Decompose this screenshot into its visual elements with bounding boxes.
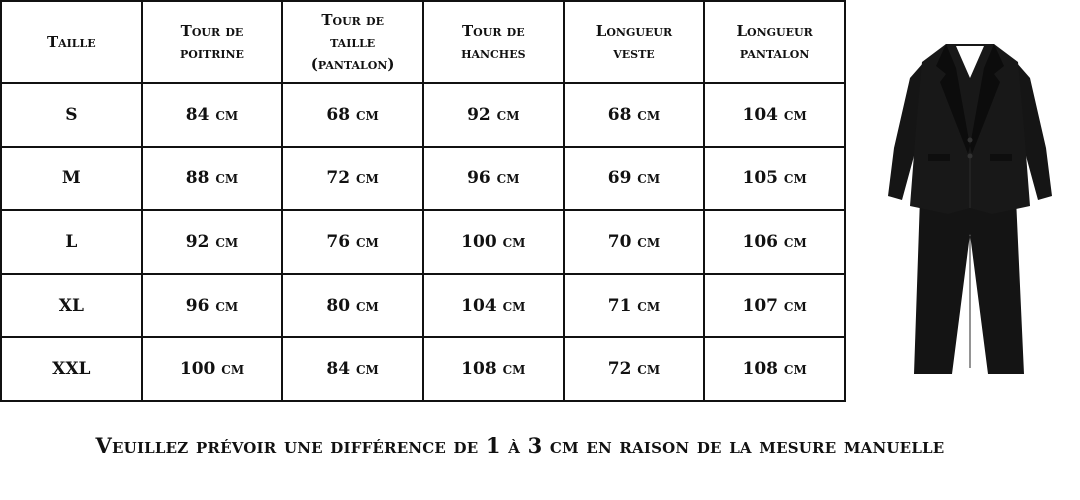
table-cell: 72 cm — [282, 147, 423, 211]
table-header-row — [1, 1, 845, 83]
header-taille: Taille — [1, 1, 142, 83]
table-cell: 107 cm — [704, 274, 845, 338]
table-cell: 84 cm — [142, 83, 283, 147]
jacket-button — [968, 154, 973, 159]
table-cell: 92 cm — [423, 83, 564, 147]
header-tour-de-hanches: Tour de hanches — [423, 1, 564, 83]
measurement-disclaimer: Veuillez prévoir une différence de 1 à 3 cm en raison de la mesure manuelle — [95, 433, 945, 458]
table-cell-size: L — [1, 210, 142, 274]
table-cell-size: M — [1, 147, 142, 211]
table-cell: 106 cm — [704, 210, 845, 274]
table-row — [1, 337, 845, 401]
table-cell: 105 cm — [704, 147, 845, 211]
table-cell-size: S — [1, 83, 142, 147]
jacket-button — [968, 138, 973, 143]
table-cell: 104 cm — [704, 83, 845, 147]
table-cell-size: XL — [1, 274, 142, 338]
table-cell: 68 cm — [564, 83, 705, 147]
table-cell: 100 cm — [423, 210, 564, 274]
table-cell: 108 cm — [704, 337, 845, 401]
table-row — [1, 83, 845, 147]
table-cell: 76 cm — [282, 210, 423, 274]
table-row — [1, 147, 845, 211]
table-cell: 68 cm — [282, 83, 423, 147]
table-cell: 108 cm — [423, 337, 564, 401]
table-cell-size: XXL — [1, 337, 142, 401]
black-pantsuit-illustration — [884, 38, 1056, 378]
header-tour-de-poitrine: Tour de poitrine — [142, 1, 283, 83]
table-row — [1, 274, 845, 338]
table-cell: 69 cm — [564, 147, 705, 211]
header-longueur-veste: Longueur veste — [564, 1, 705, 83]
table-cell: 100 cm — [142, 337, 283, 401]
table-cell: 104 cm — [423, 274, 564, 338]
trousers-shape — [914, 198, 1024, 374]
table-cell: 88 cm — [142, 147, 283, 211]
table-cell: 96 cm — [423, 147, 564, 211]
table-cell: 71 cm — [564, 274, 705, 338]
table-cell: 96 cm — [142, 274, 283, 338]
header-longueur-pantalon: Longueur pantalon — [704, 1, 845, 83]
header-tour-de-taille: Tour de taille (pantalon) — [282, 1, 423, 83]
table-cell: 92 cm — [142, 210, 283, 274]
table-row — [1, 210, 845, 274]
table-cell: 72 cm — [564, 337, 705, 401]
table-cell: 84 cm — [282, 337, 423, 401]
table-cell: 80 cm — [282, 274, 423, 338]
table-cell: 70 cm — [564, 210, 705, 274]
